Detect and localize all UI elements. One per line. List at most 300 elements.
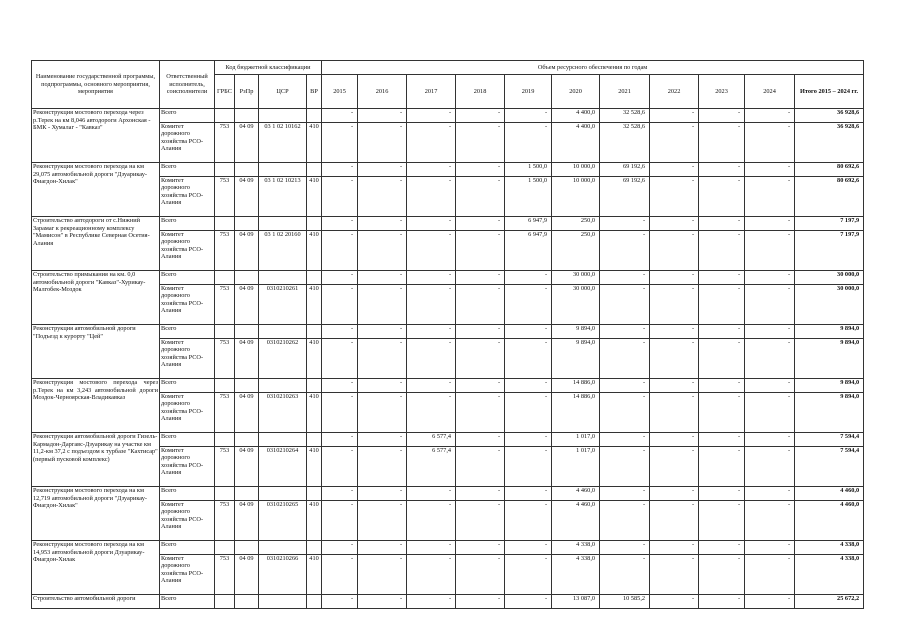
year-value: - [322,217,358,231]
csr-cell: 0310210262 [259,339,307,379]
year-value: - [699,541,745,555]
year-value: - [650,123,699,163]
rzpr-cell: 04 09 [235,339,259,379]
year-value: 9 894,0 [552,325,600,339]
year-value: - [745,541,795,555]
year-value: - [650,339,699,379]
year-value: - [745,325,795,339]
year-value: - [600,379,650,393]
grbs-cell: 753 [215,501,235,541]
year-value: - [407,177,456,217]
year-value: - [699,285,745,325]
year-header: 2021 [600,75,650,109]
vr-cell [307,595,322,609]
total-sum: 7 197,9 [795,217,864,231]
year-value: - [322,433,358,447]
year-value: - [322,123,358,163]
year-value: - [600,501,650,541]
executor-sum: 80 692,6 [795,177,864,217]
year-value: - [407,109,456,123]
year-value: - [650,501,699,541]
csr-cell [259,379,307,393]
year-value: - [505,325,552,339]
executor-name: Комитет дорожного хозяйства РСО-Алания [160,285,215,325]
year-value: - [699,447,745,487]
executor-name: Комитет дорожного хозяйства РСО-Алания [160,447,215,487]
year-value: - [699,271,745,285]
project-name: Строительство автодороги от с.Нижний Зарамаг к рекреационному комплексу "Мамисон" в Республике Северная Осетия-Алания [32,217,160,271]
year-value: - [322,109,358,123]
grbs-header: ГРБС [215,75,235,109]
year-value: - [745,379,795,393]
year-value: - [745,217,795,231]
rzpr-cell: 04 09 [235,177,259,217]
table-row-total [32,541,864,555]
year-value: - [699,217,745,231]
year-value: - [358,325,407,339]
executor-sum: 4 338,0 [795,555,864,595]
year-value: - [650,109,699,123]
table-row-total [32,109,864,123]
grbs-cell: 753 [215,555,235,595]
year-value: - [600,487,650,501]
year-value: - [407,123,456,163]
rzpr-cell: 04 09 [235,123,259,163]
year-value: - [745,339,795,379]
grbs-cell [215,109,235,123]
year-value: - [600,285,650,325]
vr-cell: 410 [307,501,322,541]
vr-cell: 410 [307,555,322,595]
grbs-cell: 753 [215,339,235,379]
table-row-total [32,325,864,339]
total-label: Всего [160,541,215,555]
year-value: - [407,487,456,501]
year-value: 30 000,0 [552,271,600,285]
grbs-cell [215,433,235,447]
rzpr-cell [235,271,259,285]
project-name: Реконструкция мостового перехода на км 29,075 автомобильной дороги "Дзуарикау-Фиагдон-Хилак" [32,163,160,217]
vr-cell [307,109,322,123]
csr-cell [259,325,307,339]
grbs-cell: 753 [215,123,235,163]
csr-cell: 0310210263 [259,393,307,433]
vr-cell: 410 [307,339,322,379]
executor-name: Комитет дорожного хозяйства РСО-Алания [160,339,215,379]
year-value: - [600,339,650,379]
year-value: 6 947,9 [505,231,552,271]
table-row-total [32,217,864,231]
rzpr-cell [235,541,259,555]
executor-sum: 36 928,6 [795,123,864,163]
grbs-cell [215,541,235,555]
year-value: - [322,163,358,177]
project-name: Реконструкция автомобильной дороги Гизель-Кармадон-Даргавс-Дзуарикау на участке км 11,2-км 37,2 с подъездом к турбазе "Кахтисар" (первый пусковой комплекс) [32,433,160,487]
document-page [31,60,864,609]
year-value: - [322,177,358,217]
year-value: - [745,393,795,433]
year-value: 10 000,0 [552,163,600,177]
vr-cell [307,163,322,177]
year-value: - [358,501,407,541]
executor-sum: 7 197,9 [795,231,864,271]
year-value: - [505,447,552,487]
year-value: - [699,393,745,433]
year-value: 69 192,6 [600,163,650,177]
year-value: 250,0 [552,217,600,231]
total-sum: 4 338,0 [795,541,864,555]
vr-header: ВР [307,75,322,109]
year-value: 9 894,0 [552,339,600,379]
year-value: - [505,339,552,379]
year-value: - [358,163,407,177]
year-value: 14 886,0 [552,379,600,393]
year-value: - [650,325,699,339]
csr-cell [259,595,307,609]
year-value: - [456,433,505,447]
rzpr-cell: 04 09 [235,447,259,487]
year-value: - [699,501,745,541]
year-value: - [407,217,456,231]
year-value: - [407,555,456,595]
year-value: - [650,393,699,433]
year-value: - [600,541,650,555]
csr-cell: 03 1 02 20160 [259,231,307,271]
total-label: Всего [160,163,215,177]
year-value: - [699,487,745,501]
year-value: - [322,541,358,555]
year-value: - [407,379,456,393]
grbs-cell [215,163,235,177]
grbs-cell [215,217,235,231]
year-value: - [699,231,745,271]
year-value: - [699,555,745,595]
vr-cell [307,271,322,285]
year-value: - [650,163,699,177]
year-value: - [650,595,699,609]
year-value: - [456,339,505,379]
year-value: - [358,393,407,433]
year-value: - [407,285,456,325]
year-value: - [600,555,650,595]
year-value: - [650,487,699,501]
executor-name: Комитет дорожного хозяйства РСО-Алания [160,231,215,271]
year-value: - [650,271,699,285]
csr-cell: 0310210265 [259,501,307,541]
executor-sum: 9 894,0 [795,393,864,433]
csr-cell [259,109,307,123]
grbs-cell: 753 [215,285,235,325]
executor-sum: 4 460,0 [795,501,864,541]
rzpr-cell [235,217,259,231]
total-sum: 25 672,2 [795,595,864,609]
year-value: - [650,177,699,217]
year-value: 4 460,0 [552,487,600,501]
year-value: 4 400,0 [552,109,600,123]
year-value: - [456,595,505,609]
total-label: Всего [160,217,215,231]
year-value: - [699,163,745,177]
year-value: - [699,123,745,163]
year-value: - [745,123,795,163]
total-sum: 80 692,6 [795,163,864,177]
project-name: Строительство примыкания на км. 0,0 автомобильной дороги "Кавказ"-Хурикау-Малгобек-Моздок [32,271,160,325]
year-value: - [505,555,552,595]
csr-cell [259,163,307,177]
year-value: 250,0 [552,231,600,271]
year-header: 2016 [358,75,407,109]
year-value: - [456,177,505,217]
year-value: 10 000,0 [552,177,600,217]
resource-table [31,60,864,609]
year-value: - [456,285,505,325]
year-value: - [456,379,505,393]
year-value: - [600,217,650,231]
total-sum: 7 594,4 [795,433,864,447]
year-value: - [322,285,358,325]
vr-cell: 410 [307,231,322,271]
year-value: - [456,541,505,555]
year-value: - [745,231,795,271]
year-value: 32 528,6 [600,109,650,123]
year-value: - [358,217,407,231]
total-sum: 4 460,0 [795,487,864,501]
year-value: 1 500,0 [505,163,552,177]
year-value: 13 087,0 [552,595,600,609]
year-value: 1 017,0 [552,447,600,487]
year-value: - [505,487,552,501]
year-value: - [358,271,407,285]
rzpr-cell [235,325,259,339]
year-value: - [505,285,552,325]
grbs-cell: 753 [215,447,235,487]
year-value: - [505,433,552,447]
year-header: 2018 [456,75,505,109]
csr-cell [259,217,307,231]
year-header: 2017 [407,75,456,109]
year-value: - [650,555,699,595]
year-value: 4 338,0 [552,555,600,595]
year-value: - [745,163,795,177]
table-row-total [32,487,864,501]
rzpr-cell [235,163,259,177]
total-header: Итого 2015 – 2024 гг. [795,75,864,109]
year-value: 10 585,2 [600,595,650,609]
year-value: - [745,555,795,595]
project-name: Строительство автомобильной дороги [32,595,160,609]
year-value: - [505,541,552,555]
year-value: - [600,231,650,271]
table-row-total [32,271,864,285]
rzpr-cell: 04 09 [235,231,259,271]
year-value: - [600,447,650,487]
resources-header: Объем ресурсного обеспечения по годам [322,61,864,75]
vr-cell [307,217,322,231]
rzpr-cell: 04 09 [235,501,259,541]
table-row-total [32,433,864,447]
year-value: - [456,487,505,501]
year-value: - [505,595,552,609]
year-value: 4 400,0 [552,123,600,163]
executor-name: Комитет дорожного хозяйства РСО-Алания [160,555,215,595]
year-value: - [358,487,407,501]
rzpr-cell [235,379,259,393]
year-value: - [650,217,699,231]
year-value: - [745,109,795,123]
year-value: - [745,487,795,501]
rzpr-cell [235,487,259,501]
vr-cell [307,433,322,447]
year-value: - [650,285,699,325]
year-value: - [600,325,650,339]
total-label: Всего [160,433,215,447]
year-value: - [505,379,552,393]
year-value: - [745,285,795,325]
executor-sum: 7 594,4 [795,447,864,487]
year-value: - [505,393,552,433]
year-value: - [456,555,505,595]
year-value: - [358,595,407,609]
rzpr-cell: 04 09 [235,555,259,595]
year-value: - [600,393,650,433]
csr-cell [259,271,307,285]
csr-cell: 0310210264 [259,447,307,487]
project-name: Реконструкция мостового перехода на км 12,719 автомобильной дороги "Дзуарикау-Фиагдон-Хилак" [32,487,160,541]
year-value: - [699,433,745,447]
executor-name: Комитет дорожного хозяйства РСО-Алания [160,123,215,163]
rzpr-cell: 04 09 [235,393,259,433]
year-value: - [358,433,407,447]
year-value: 4 460,0 [552,501,600,541]
csr-cell [259,433,307,447]
year-value: - [505,123,552,163]
year-value: - [456,325,505,339]
total-label: Всего [160,271,215,285]
csr-header: ЦСР [259,75,307,109]
grbs-cell [215,487,235,501]
total-label: Всего [160,109,215,123]
year-value: - [358,379,407,393]
executor-sum: 30 000,0 [795,285,864,325]
year-value: - [358,541,407,555]
vr-cell [307,325,322,339]
year-value: 69 192,6 [600,177,650,217]
year-value: - [600,433,650,447]
year-value: 6 947,9 [505,217,552,231]
rzpr-cell [235,595,259,609]
year-value: - [358,555,407,595]
year-value: - [407,163,456,177]
grbs-cell: 753 [215,177,235,217]
year-value: - [699,339,745,379]
year-value: - [745,447,795,487]
grbs-cell [215,325,235,339]
year-value: - [456,109,505,123]
year-value: 6 577,4 [407,433,456,447]
year-value: - [322,339,358,379]
year-value: 30 000,0 [552,285,600,325]
year-value: - [600,271,650,285]
total-sum: 30 000,0 [795,271,864,285]
year-value: - [699,325,745,339]
year-value: - [745,595,795,609]
year-value: 1 017,0 [552,433,600,447]
vr-cell [307,541,322,555]
year-value: - [358,177,407,217]
year-value: - [650,541,699,555]
rzpr-cell [235,433,259,447]
year-value: - [456,231,505,271]
year-value: - [650,231,699,271]
year-value: - [358,109,407,123]
year-header: 2023 [699,75,745,109]
year-value: 6 577,4 [407,447,456,487]
year-value: - [322,555,358,595]
header-row-1 [32,61,864,75]
year-value: - [456,217,505,231]
year-value: - [699,595,745,609]
year-value: - [322,501,358,541]
vr-cell: 410 [307,393,322,433]
year-value: - [358,339,407,379]
table-row-total [32,379,864,393]
project-name: Реконструкция мостового перехода через р.Терек на км 3,243 автомобильной дороги Моздок-Черноярская-Владикавказ [32,379,160,433]
year-value: - [407,595,456,609]
year-header: 2019 [505,75,552,109]
year-value: - [456,393,505,433]
total-sum: 36 928,6 [795,109,864,123]
year-value: - [358,123,407,163]
vr-cell: 410 [307,285,322,325]
csr-cell: 03 1 02 10162 [259,123,307,163]
program-header: Наименование государственной программы, подпрограммы, основного мероприятия, мероприятия [32,61,160,109]
total-label: Всего [160,325,215,339]
year-value: - [456,447,505,487]
project-name: Реконструкция автомобильной дороги "Подъезд к курорту "Цей" [32,325,160,379]
year-value: - [650,379,699,393]
year-value: - [407,339,456,379]
grbs-cell [215,379,235,393]
year-value: - [745,501,795,541]
year-value: 4 338,0 [552,541,600,555]
year-value: - [407,271,456,285]
year-value: - [358,285,407,325]
project-name: Реконструкция мостового перехода через р.Терек на км 8,046 автодороги Архонская - БМК - Хумалаг - "Кавказ" [32,109,160,163]
grbs-cell: 753 [215,393,235,433]
budget-code-header: Код бюджетной классификации [215,61,322,75]
year-value: - [407,501,456,541]
year-value: - [322,595,358,609]
year-value: - [322,271,358,285]
csr-cell: 03 1 02 10213 [259,177,307,217]
year-value: - [650,447,699,487]
vr-cell: 410 [307,177,322,217]
grbs-cell: 753 [215,231,235,271]
year-value: - [407,325,456,339]
executor-name: Комитет дорожного хозяйства РСО-Алания [160,177,215,217]
csr-cell [259,487,307,501]
year-value: - [322,231,358,271]
year-value: - [407,541,456,555]
total-label: Всего [160,379,215,393]
year-value: - [407,231,456,271]
rzpr-cell [235,109,259,123]
year-value: 32 528,6 [600,123,650,163]
grbs-cell [215,595,235,609]
total-sum: 9 894,0 [795,325,864,339]
csr-cell: 0310210266 [259,555,307,595]
year-value: - [322,487,358,501]
